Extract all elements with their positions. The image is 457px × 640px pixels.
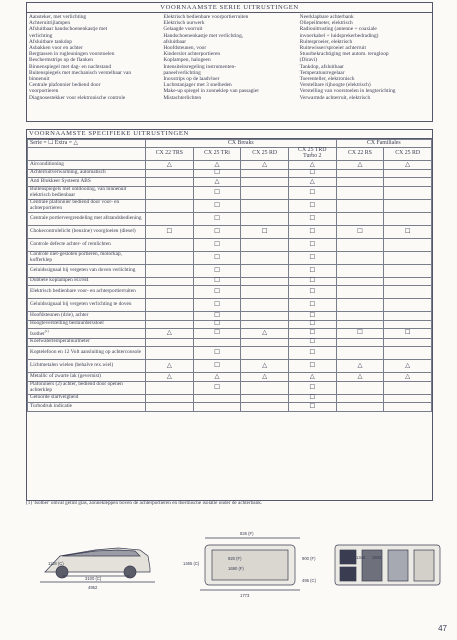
table-row xyxy=(28,338,432,347)
availability-mark xyxy=(193,338,241,347)
standard-equipment-item: Achteruitrijlampen xyxy=(29,20,71,27)
availability-mark xyxy=(146,312,194,321)
availability-mark: ☐ xyxy=(288,394,336,403)
availability-mark: △ xyxy=(336,161,384,170)
page-number: 47 xyxy=(438,624,447,633)
availability-mark xyxy=(336,312,384,321)
availability-mark xyxy=(336,238,384,251)
availability-mark: △ xyxy=(288,161,336,170)
table-row xyxy=(28,403,432,412)
row-label: Metallic of zwarte lak (gevernist) xyxy=(28,373,146,382)
standard-equipment-col-1 xyxy=(27,13,161,102)
availability-mark: △ xyxy=(384,161,432,170)
row-label: Centrale portiervergrendeling met afstandsbediening xyxy=(28,212,146,225)
availability-mark: ☐ xyxy=(193,347,241,360)
standard-equipment-item: Ruitewisser/sproeier achterruit xyxy=(299,45,366,52)
availability-mark: ☐ xyxy=(288,338,336,347)
availability-mark: ☐ xyxy=(193,329,241,339)
availability-mark xyxy=(336,277,384,286)
availability-mark xyxy=(146,338,194,347)
availability-mark: ☐ xyxy=(146,225,194,238)
standard-equipment-item: Ruitesproeier, elektrisch xyxy=(299,38,353,45)
row-label: Geluidssignaal bij vergeten van doven verlichting xyxy=(28,264,146,277)
availability-mark xyxy=(146,199,194,212)
row-label: Buitenspiegels met ontdooiing, van binnenuit elektrisch bedienbaar xyxy=(28,186,146,199)
availability-mark: △ xyxy=(241,360,289,373)
dim-seat-1: 1104 xyxy=(342,555,352,560)
availability-mark xyxy=(146,186,194,199)
availability-mark: ☐ xyxy=(193,277,241,286)
row-label: Hoofdsteunen (drie), achter xyxy=(28,312,146,321)
availability-mark xyxy=(146,286,194,299)
standard-equipment-box xyxy=(26,2,433,122)
row-label: Dubbele koplampen H3/H4 xyxy=(28,277,146,286)
standard-equipment-item: Make-up spiegel in zonneklep van passagier xyxy=(163,88,259,95)
row-label: Geluidssignaal bij vergeten verlichting te doven xyxy=(28,299,146,312)
standard-equipment-item: Temperatuurregelaar xyxy=(299,69,345,76)
availability-mark xyxy=(146,299,194,312)
availability-mark: ☐ xyxy=(336,225,384,238)
table-row xyxy=(28,264,432,277)
standard-equipment-item: Elektrisch uurwerk xyxy=(163,20,205,27)
row-label: Turbodruk indicatie xyxy=(28,403,146,412)
availability-mark: ☐ xyxy=(193,286,241,299)
standard-equipment-col-3 xyxy=(298,13,432,102)
availability-mark xyxy=(241,251,289,264)
row-label: Getoorde startvelgheid xyxy=(28,394,146,403)
availability-mark: △ xyxy=(288,373,336,382)
availability-mark xyxy=(241,238,289,251)
row-label: Anti Blokkeer Systeem ABS xyxy=(28,178,146,187)
availability-mark: ☐ xyxy=(384,225,432,238)
table-row xyxy=(28,394,432,403)
availability-mark: ☐ xyxy=(193,212,241,225)
availability-mark: △ xyxy=(336,360,384,373)
availability-mark xyxy=(241,212,289,225)
table-row xyxy=(28,277,432,286)
availability-mark xyxy=(336,403,384,412)
availability-mark xyxy=(384,178,432,187)
row-label: Hoogteverstelling bestuurdersstoel xyxy=(28,320,146,329)
availability-mark xyxy=(241,312,289,321)
availability-mark: ☐ xyxy=(288,381,336,394)
availability-mark xyxy=(336,381,384,394)
availability-mark: ☐ xyxy=(241,225,289,238)
group-header-familiales: CX Familiales xyxy=(336,140,431,148)
availability-mark: △ xyxy=(193,178,241,187)
availability-mark xyxy=(241,186,289,199)
table-row xyxy=(28,329,432,339)
availability-mark: ☐ xyxy=(288,238,336,251)
standard-equipment-item: Neerklapbare achterbank xyxy=(299,14,354,20)
availability-mark: △ xyxy=(146,161,194,170)
table-row xyxy=(28,251,432,264)
standard-equipment-item: Gelaagde voorruit xyxy=(163,26,203,33)
standard-equipment-title: VOORNAAMSTE SERIE UITRUSTINGEN xyxy=(27,3,432,13)
availability-mark xyxy=(146,264,194,277)
availability-mark: ☐ xyxy=(193,264,241,277)
dim-top-1: 826 (F) xyxy=(240,531,254,536)
availability-mark xyxy=(336,212,384,225)
availability-mark: ☐ xyxy=(288,264,336,277)
availability-mark: ☐ xyxy=(193,381,241,394)
row-label: Chokecontrolelicht (benzine) voorgloeien (diesel) xyxy=(28,225,146,238)
table-row xyxy=(28,320,432,329)
availability-mark: ☐ xyxy=(288,212,336,225)
row-label: Elektrisch bedienbare voor- en achterportierruiten xyxy=(28,286,146,299)
standard-equipment-item: Verwarmde achterruit, elektrisch xyxy=(299,94,371,101)
availability-mark: ☐ xyxy=(193,299,241,312)
availability-mark xyxy=(336,299,384,312)
availability-mark xyxy=(336,199,384,212)
standard-equipment-item: invoerkabel + luidsprekerbedrading) xyxy=(299,32,379,39)
availability-mark xyxy=(384,169,432,178)
standard-equipment-item: Binnenspiegel met dag- en nachtstand xyxy=(29,63,112,70)
availability-mark xyxy=(146,403,194,412)
standard-equipment-item: (Diravi) xyxy=(299,57,318,64)
availability-mark xyxy=(384,312,432,321)
availability-mark xyxy=(146,251,194,264)
availability-mark xyxy=(384,199,432,212)
standard-equipment-item: Afsluitbaar handschoenenkastje met xyxy=(29,26,108,33)
dim-top-5: 900 (F) xyxy=(302,556,316,561)
dim-side-1: 1118 (C) xyxy=(48,561,64,566)
availability-mark: △ xyxy=(241,161,289,170)
specific-equipment-title: VOORNAAMSTE SPECIFIEKE UITRUSTINGEN xyxy=(27,130,432,139)
dim-top-2: 1465 (C) xyxy=(183,561,200,566)
availability-mark: ☐ xyxy=(288,286,336,299)
row-label: Airconditioning xyxy=(28,161,146,170)
availability-mark xyxy=(146,178,194,187)
availability-mark xyxy=(384,394,432,403)
availability-mark: ☐ xyxy=(288,347,336,360)
availability-mark: △ xyxy=(146,329,194,339)
availability-mark: ☐ xyxy=(193,251,241,264)
standard-equipment-item: Mistachterlichten xyxy=(163,94,202,101)
standard-equipment-item: Buitenspiegels met mechanisch verstelbaar van xyxy=(29,69,132,76)
availability-mark: ☐ xyxy=(288,299,336,312)
standard-equipment-item: Toerenteller, elektronisch xyxy=(299,76,355,83)
table-row xyxy=(28,238,432,251)
footnote-marker: (1) xyxy=(44,329,49,333)
availability-mark xyxy=(241,178,289,187)
standard-equipment-item: binnenuit xyxy=(29,76,50,83)
row-label: Plafonniers (2) achter, bediend door openen achterklep xyxy=(28,381,146,394)
availability-mark xyxy=(384,403,432,412)
standard-equipment-item: voorportieren xyxy=(29,88,59,95)
specific-equipment-body xyxy=(28,161,432,412)
table-row xyxy=(28,312,432,321)
dim-side-3: 4952 xyxy=(88,585,98,590)
availability-mark: △ xyxy=(193,161,241,170)
availability-mark xyxy=(146,238,194,251)
legend-cell: Serie = ☐ Extra = △ xyxy=(28,140,146,148)
row-label: Lichtmetalen wielen (behalve rex.wiel) xyxy=(28,360,146,373)
availability-mark: △ xyxy=(384,360,432,373)
availability-mark xyxy=(384,238,432,251)
table-row xyxy=(28,381,432,394)
model-header: CX 25 RD xyxy=(241,148,289,161)
availability-mark: ☐ xyxy=(288,186,336,199)
availability-mark xyxy=(146,394,194,403)
availability-mark xyxy=(241,286,289,299)
availability-mark xyxy=(241,403,289,412)
standard-equipment-item: Tankdop, afsluitbaar xyxy=(299,63,344,70)
availability-mark xyxy=(336,286,384,299)
availability-mark xyxy=(241,320,289,329)
specific-equipment-box xyxy=(26,129,433,501)
table-row xyxy=(28,186,432,199)
availability-mark: ☐ xyxy=(288,320,336,329)
availability-mark: ☐ xyxy=(288,169,336,178)
dim-side-2: 3100 (C) xyxy=(85,576,102,581)
row-label: Koptelefoon en 12 Volt aansluiting op achterconsole xyxy=(28,347,146,360)
dim-top-6: 495 (C) xyxy=(302,578,316,583)
availability-mark xyxy=(146,347,194,360)
availability-mark: ☐ xyxy=(193,320,241,329)
availability-mark xyxy=(336,320,384,329)
availability-mark xyxy=(241,264,289,277)
row-label: Centrale plafonnier bediend door voor- en achterportieren xyxy=(28,199,146,212)
availability-mark xyxy=(241,169,289,178)
row-label: Controle defecte achter- of remlichten xyxy=(28,238,146,251)
car-top-view xyxy=(200,538,300,590)
availability-mark xyxy=(146,169,194,178)
standard-equipment-item: Radiouitrusting (antenne + coaxiale xyxy=(299,26,377,33)
availability-mark: ☐ xyxy=(193,312,241,321)
footnote: (1) 'Isother' omvat getint glas, zonnekleppen boven de achterportieren en thermische isolatie onder de achterbank. xyxy=(26,500,263,506)
standard-equipment-item: Aansteker, met verlichting xyxy=(29,14,87,20)
standard-equipment-item: Beschermstrips op de flanken xyxy=(29,57,93,64)
standard-equipment-item: Centrale plafonnier bediend door xyxy=(29,82,101,89)
table-row xyxy=(28,212,432,225)
availability-mark xyxy=(384,347,432,360)
availability-mark xyxy=(384,186,432,199)
availability-mark xyxy=(384,277,432,286)
table-row xyxy=(28,299,432,312)
dimension-drawings xyxy=(0,510,457,625)
standard-equipment-item: Hoofdsteunen, voor xyxy=(163,45,207,52)
availability-mark: ☐ xyxy=(193,225,241,238)
availability-mark: ☐ xyxy=(288,251,336,264)
standard-equipment-item: Verstelbare rijhoogte (elektrisch) xyxy=(299,82,371,89)
standard-equipment-item: paneelverlichting xyxy=(163,69,201,76)
standard-equipment-item: Luchtstanjager met 3 snelheden xyxy=(163,82,232,89)
standard-equipment-item: Stuurbekrachtiging met autom. terugloop xyxy=(299,51,389,58)
table-row xyxy=(28,225,432,238)
model-header-row xyxy=(28,148,432,161)
standard-equipment-item: Intensiteitsregeling instrumenten- xyxy=(163,63,236,70)
availability-mark: ☐ xyxy=(193,199,241,212)
availability-mark xyxy=(241,199,289,212)
availability-mark xyxy=(336,251,384,264)
standard-equipment-item: verlichting xyxy=(29,32,53,39)
table-row xyxy=(28,347,432,360)
availability-mark: △ xyxy=(146,360,194,373)
availability-mark xyxy=(336,338,384,347)
availability-mark: ☐ xyxy=(288,277,336,286)
specific-equipment-table xyxy=(27,139,432,412)
standard-equipment-item: Kinderslot achterportieren xyxy=(163,51,221,58)
availability-mark xyxy=(241,277,289,286)
availability-mark: ☐ xyxy=(336,329,384,339)
availability-mark: ☐ xyxy=(288,312,336,321)
availability-mark xyxy=(384,212,432,225)
availability-mark: ☐ xyxy=(384,329,432,339)
availability-mark xyxy=(193,403,241,412)
model-header: CX 22 TRS xyxy=(146,148,194,161)
availability-mark: ☐ xyxy=(288,403,336,412)
dim-seat-3: 1503 xyxy=(372,555,382,560)
row-label: Koelwatertemperatuurmeter xyxy=(28,338,146,347)
availability-mark xyxy=(384,251,432,264)
model-header: CX 25 TRi xyxy=(193,148,241,161)
availability-mark: △ xyxy=(193,373,241,382)
seat-layout xyxy=(335,545,440,585)
availability-mark xyxy=(384,299,432,312)
availability-mark xyxy=(384,338,432,347)
model-header: CX 22 RS xyxy=(336,148,384,161)
row-label: Achterruitverwarming, automatisch xyxy=(28,169,146,178)
availability-mark: △ xyxy=(384,373,432,382)
standard-equipment-item: Verstelling van voorstoelen in lengterichting xyxy=(299,88,396,95)
table-row xyxy=(28,286,432,299)
availability-mark: △ xyxy=(241,329,289,339)
standard-equipment-col-2 xyxy=(161,13,297,102)
availability-mark xyxy=(384,320,432,329)
availability-mark xyxy=(336,394,384,403)
standard-equipment-item: Oliepeilmeter, elektrisch xyxy=(299,20,353,27)
availability-mark: △ xyxy=(288,178,336,187)
dim-top-3: 920 (F) xyxy=(228,556,242,561)
availability-mark xyxy=(146,212,194,225)
standard-equipment-item: Asbakken voor en achter xyxy=(29,45,83,52)
availability-mark: ☐ xyxy=(288,225,336,238)
availability-mark xyxy=(241,381,289,394)
table-row xyxy=(28,169,432,178)
availability-mark: ☐ xyxy=(193,360,241,373)
availability-mark xyxy=(336,169,384,178)
availability-mark xyxy=(241,347,289,360)
standard-equipment-item: afsluitbaar xyxy=(163,38,187,45)
availability-mark xyxy=(241,394,289,403)
standard-equipment-item: Diagnosestekker voor elektronische controle xyxy=(29,94,126,101)
row-label: Isother$^{(1)}$ xyxy=(28,329,146,339)
availability-mark xyxy=(384,264,432,277)
standard-equipment-item: Bergtassen in rugleuningen voorstoelen xyxy=(29,51,115,58)
table-row xyxy=(28,161,432,170)
blank-header xyxy=(28,148,146,161)
availability-mark: ☐ xyxy=(193,186,241,199)
availability-mark xyxy=(193,394,241,403)
table-row xyxy=(28,199,432,212)
dim-top-4: 1690 (F) xyxy=(228,566,244,571)
dim-top-7: 1773 xyxy=(240,593,250,598)
availability-mark xyxy=(336,178,384,187)
availability-mark: ☐ xyxy=(193,238,241,251)
availability-mark xyxy=(384,286,432,299)
standard-equipment-item: Inoxstrips op de laadvloer xyxy=(163,76,220,83)
standard-equipment-item: Elektrisch bedienbare voorportierruiten xyxy=(163,14,249,20)
availability-mark xyxy=(336,347,384,360)
availability-mark: △ xyxy=(336,373,384,382)
group-header-breaks: CX Breaks xyxy=(146,140,337,148)
availability-mark xyxy=(384,381,432,394)
availability-mark: ☐ xyxy=(288,199,336,212)
availability-mark: ☐ xyxy=(288,360,336,373)
availability-mark xyxy=(336,186,384,199)
row-label: Controle niet-gesloten portieren, motorkap, kofferklep xyxy=(28,251,146,264)
table-row xyxy=(28,360,432,373)
standard-equipment-item: Afsluitbare tankdop xyxy=(29,38,72,45)
availability-mark xyxy=(336,264,384,277)
dim-seat-2: 1346 xyxy=(356,555,366,560)
model-header: CX 25 TRD Turbo 2 xyxy=(288,148,336,161)
availability-mark xyxy=(241,299,289,312)
availability-mark: △ xyxy=(241,373,289,382)
availability-mark xyxy=(146,381,194,394)
model-header: CX 25 RD xyxy=(384,148,432,161)
standard-equipment-item: Handschoenenkastje met verlichting, xyxy=(163,32,244,39)
availability-mark: △ xyxy=(146,373,194,382)
availability-mark xyxy=(146,320,194,329)
availability-mark xyxy=(146,277,194,286)
availability-mark: ☐ xyxy=(193,169,241,178)
availability-mark xyxy=(241,338,289,347)
availability-mark: ☐ xyxy=(288,329,336,339)
standard-equipment-item: Koplampen, halogeen xyxy=(163,57,211,64)
